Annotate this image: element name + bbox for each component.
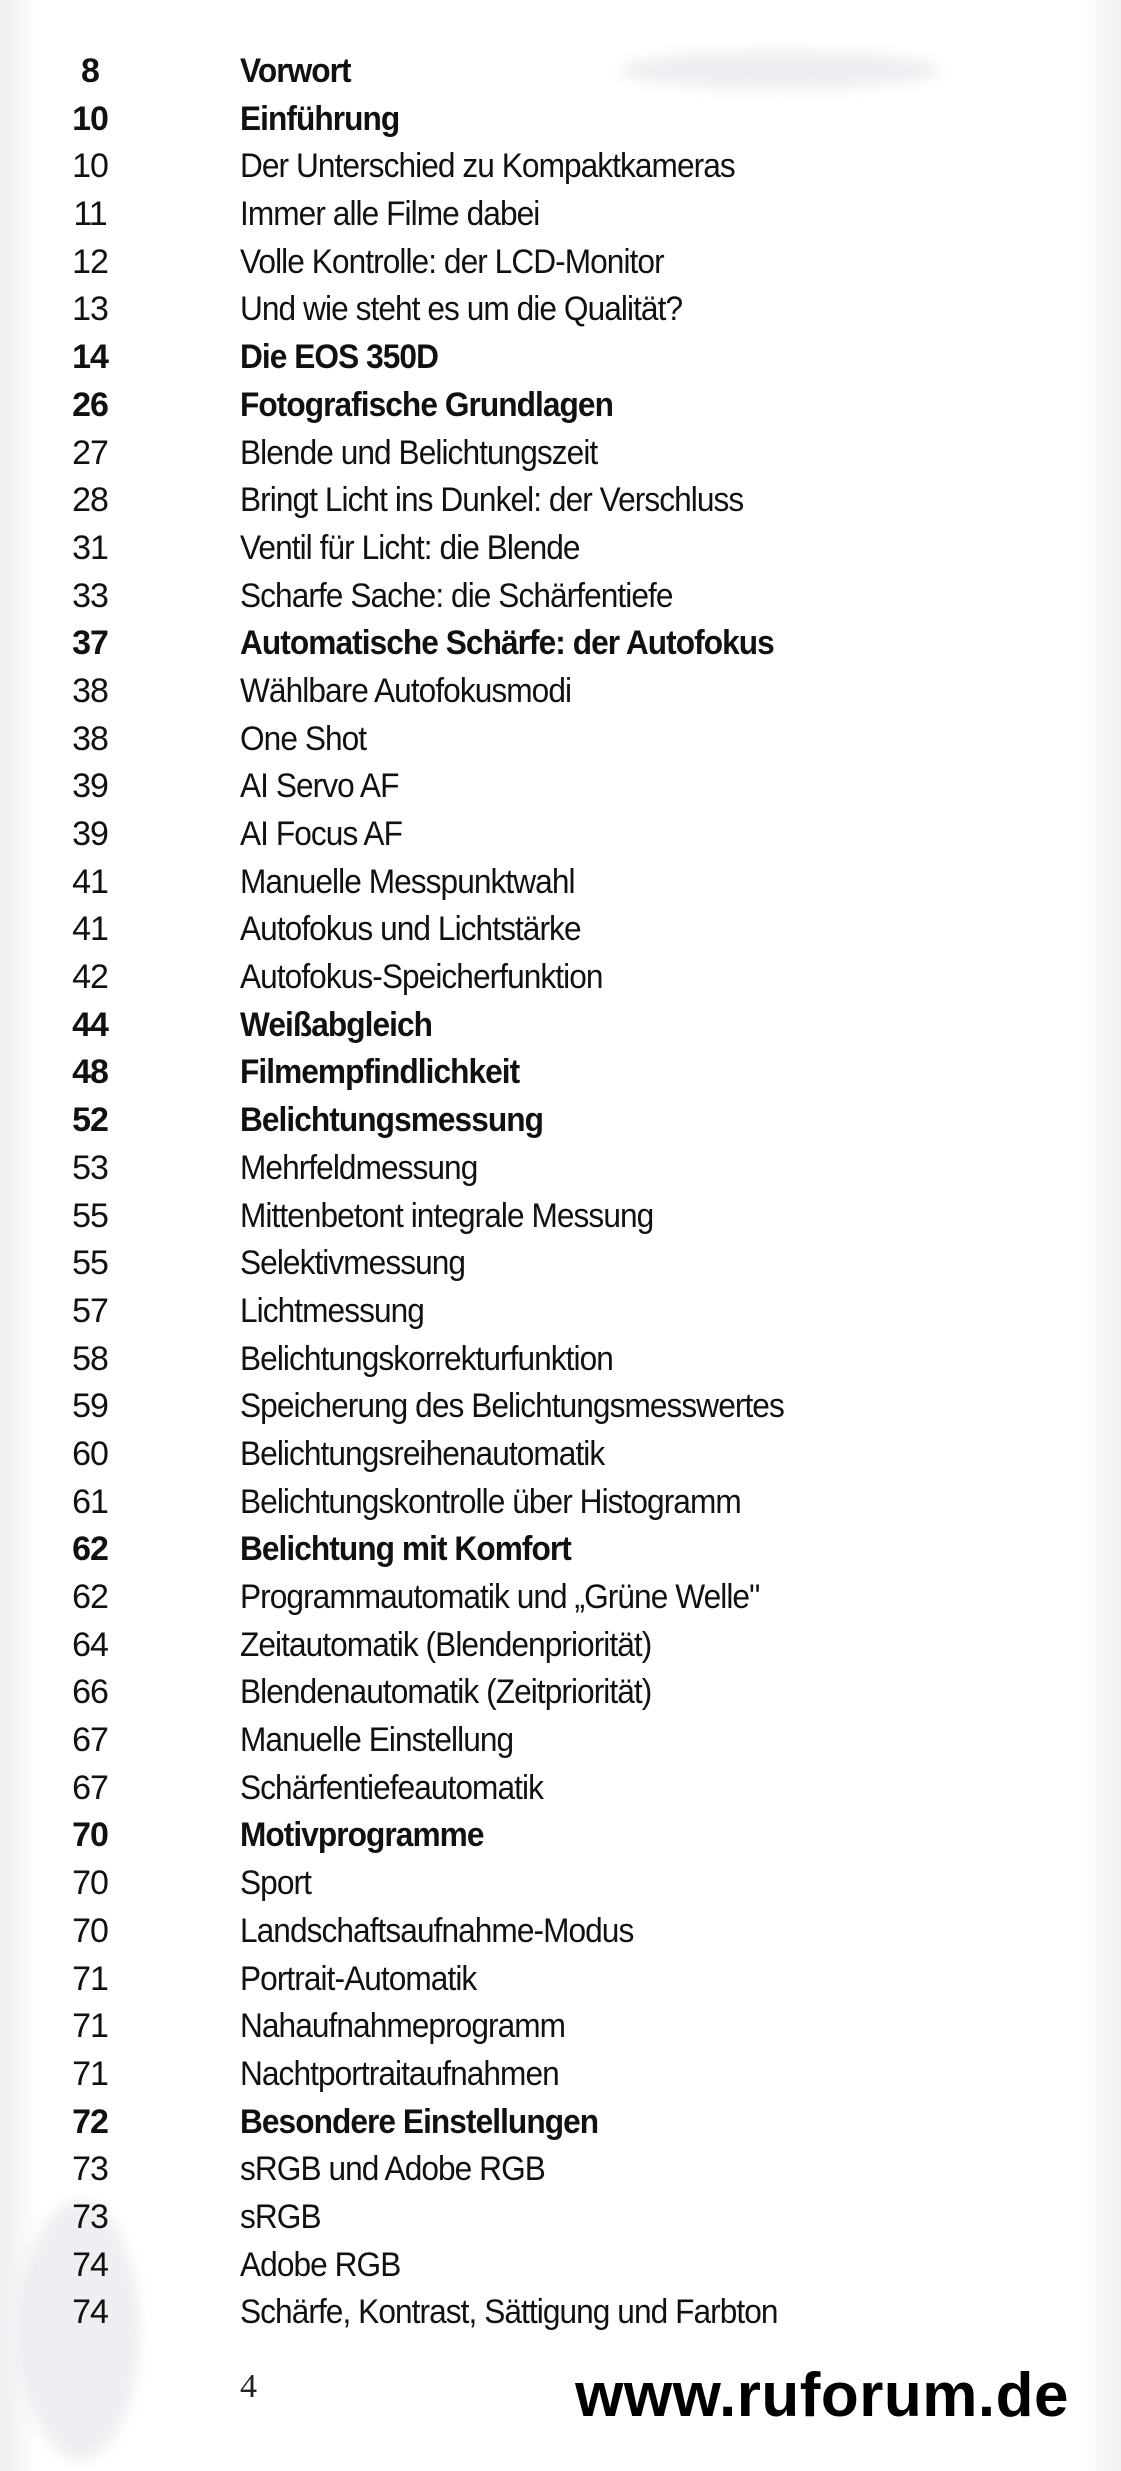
toc-page-number: 44 — [72, 1005, 108, 1044]
toc-section-row — [0, 1145, 1121, 1193]
toc-section-title: AI Servo AF — [240, 767, 399, 806]
toc-page-number: 48 — [72, 1053, 108, 1092]
toc-section-title: Selektivmessung — [240, 1244, 466, 1283]
toc-page-number: 38 — [72, 671, 108, 710]
toc-chapter-title: Die EOS 350D — [240, 338, 438, 377]
toc-page-number: 12 — [72, 242, 108, 281]
toc-section-title: Autofokus und Lichtstärke — [240, 910, 581, 949]
toc-chapter-title: Vorwort — [240, 52, 351, 90]
toc-section-row — [0, 1240, 1121, 1288]
toc-section-title: Belichtungsreihenautomatik — [240, 1434, 605, 1473]
toc-section-row — [0, 525, 1121, 573]
toc-section-row — [0, 1717, 1121, 1765]
toc-page-number: 11 — [73, 195, 107, 234]
toc-chapter-title: Filmempfindlichkeit — [240, 1053, 520, 1092]
toc-section-row — [0, 2242, 1121, 2290]
toc-page-number: 70 — [72, 1911, 108, 1950]
toc-section-title: Der Unterschied zu Kompaktkameras — [240, 147, 735, 186]
toc-chapter-title: Automatische Schärfe: der Autofokus — [240, 624, 774, 663]
toc-chapter-row — [0, 620, 1121, 668]
toc-section-row — [0, 668, 1121, 716]
toc-page-number: 61 — [72, 1482, 108, 1521]
toc-page-number: 62 — [72, 1530, 108, 1569]
toc-section-row — [0, 1765, 1121, 1813]
toc-page-number: 66 — [72, 1673, 108, 1712]
toc-page-number: 39 — [72, 767, 108, 806]
toc-section-title: Belichtungskorrekturfunktion — [240, 1339, 613, 1378]
toc-section-row — [0, 1431, 1121, 1479]
toc-page-number: 8 — [81, 52, 99, 90]
toc-section-title: Scharfe Sache: die Schärfentiefe — [240, 576, 673, 615]
toc-section-title: Mehrfeldmessung — [240, 1148, 478, 1187]
toc-page-number: 26 — [72, 385, 108, 424]
toc-section-title: Programmautomatik und „Grüne Welle" — [240, 1578, 760, 1616]
toc-section-row — [0, 906, 1121, 954]
toc-section-row — [0, 430, 1121, 478]
toc-section-title: Autofokus-Speicherfunktion — [240, 958, 603, 997]
toc-section-title: Mittenbetont integrale Messung — [240, 1196, 654, 1235]
toc-page-number: 14 — [72, 338, 108, 377]
toc-section-row — [0, 716, 1121, 764]
toc-section-title: Adobe RGB — [240, 2245, 401, 2284]
toc-section-title: Manuelle Einstellung — [240, 1721, 514, 1760]
toc-page-number: 33 — [72, 576, 108, 615]
toc-page-number: 71 — [72, 2054, 108, 2093]
toc-section-title: Schärfentiefeautomatik — [240, 1768, 543, 1807]
toc-section-title: sRGB — [240, 2197, 321, 2236]
toc-chapter-row — [0, 1097, 1121, 1145]
toc-page-number: 67 — [72, 1721, 108, 1760]
toc-page-number: 74 — [72, 2293, 108, 2332]
toc-section-title: Ventil für Licht: die Blende — [240, 528, 580, 567]
toc-page-number: 38 — [72, 719, 108, 758]
toc-chapter-title: Weißabgleich — [240, 1005, 433, 1044]
toc-chapter-row — [0, 96, 1121, 144]
toc-section-row — [0, 2194, 1121, 2242]
toc-page-number: 41 — [72, 910, 108, 949]
toc-chapter-row — [0, 48, 1121, 96]
toc-page-number: 74 — [72, 2245, 108, 2284]
toc-section-row — [0, 763, 1121, 811]
toc-section-title: Zeitautomatik (Blendenpriorität) — [240, 1625, 652, 1664]
toc-chapter-row — [0, 1002, 1121, 1050]
toc-chapter-row — [0, 2099, 1121, 2147]
toc-section-title: One Shot — [240, 719, 367, 758]
toc-section-row — [0, 1479, 1121, 1527]
toc-page-number: 13 — [72, 290, 108, 329]
toc-page-number: 67 — [72, 1768, 108, 1807]
toc-section-row — [0, 859, 1121, 907]
toc-section-row — [0, 2289, 1121, 2337]
toc-chapter-title: Fotografische Grundlagen — [240, 385, 613, 424]
toc-page-number: 57 — [72, 1291, 108, 1330]
toc-section-row — [0, 1956, 1121, 2004]
toc-section-title: Lichtmessung — [240, 1291, 424, 1330]
toc-section-row — [0, 1669, 1121, 1717]
toc-chapter-title: Belichtung mit Komfort — [240, 1530, 571, 1569]
toc-section-row — [0, 1288, 1121, 1336]
toc-page-number: 70 — [72, 1864, 108, 1903]
toc-page-number: 73 — [72, 2197, 108, 2236]
toc-section-title: Nachtportraitaufnahmen — [240, 2054, 559, 2093]
toc-section-row — [0, 2146, 1121, 2194]
toc-section-title: Nahaufnahmeprogramm — [240, 2007, 566, 2046]
toc-section-title: Und wie steht es um die Qualität? — [240, 290, 683, 329]
toc-page-number: 58 — [72, 1339, 108, 1378]
toc-page-number: 59 — [72, 1387, 108, 1426]
toc-section-row — [0, 573, 1121, 621]
toc-section-title: Schärfe, Kontrast, Sättigung und Farbton — [240, 2293, 778, 2332]
toc-page-number: 41 — [72, 862, 108, 901]
toc-chapter-row — [0, 1049, 1121, 1097]
toc-chapter-title: Motivprogramme — [240, 1816, 484, 1855]
toc-section-row — [0, 1860, 1121, 1908]
toc-page-number: 37 — [72, 624, 108, 663]
toc-page-number: 39 — [72, 815, 108, 853]
toc-section-title: Bringt Licht ins Dunkel: der Verschluss — [240, 481, 744, 520]
toc-section-row — [0, 1574, 1121, 1622]
toc-chapter-title: Besondere Einstellungen — [240, 2102, 599, 2141]
toc-page-number: 60 — [72, 1434, 108, 1473]
toc-section-title: Manuelle Messpunktwahl — [240, 862, 575, 901]
toc-page-number: 10 — [72, 99, 108, 138]
toc-page-number: 71 — [72, 2007, 108, 2046]
toc-page-number: 10 — [72, 147, 108, 186]
toc-chapter-row — [0, 334, 1121, 382]
toc-page-number: 28 — [72, 481, 108, 520]
toc-section-title: AI Focus AF — [240, 815, 402, 853]
toc-section-title: Blendenautomatik (Zeitpriorität) — [240, 1673, 652, 1712]
toc-page-number: 27 — [72, 433, 108, 472]
toc-section-title: Wählbare Autofokusmodi — [240, 671, 572, 710]
toc-page-number: 55 — [72, 1196, 108, 1235]
toc-section-title: Blende und Belichtungszeit — [240, 433, 598, 472]
toc-page-number: 70 — [72, 1816, 108, 1855]
toc-page-number: 31 — [72, 528, 108, 567]
toc-page-number: 73 — [72, 2150, 108, 2189]
toc-page-number: 72 — [72, 2102, 108, 2141]
toc-section-row — [0, 477, 1121, 525]
toc-section-row — [0, 2051, 1121, 2099]
toc-section-title: Speicherung des Belichtungsmesswertes — [240, 1387, 784, 1426]
toc-section-row — [0, 143, 1121, 191]
toc-section-row — [0, 1193, 1121, 1241]
toc-section-title: Belichtungskontrolle über Histogramm — [240, 1482, 741, 1521]
toc-section-row — [0, 1908, 1121, 1956]
toc-page-number: 71 — [72, 1959, 108, 1998]
toc-section-title: sRGB und Adobe RGB — [240, 2150, 545, 2189]
toc-page-number: 62 — [72, 1578, 108, 1616]
toc-section-row — [0, 811, 1121, 859]
toc-section-title: Landschaftsaufnahme-Modus — [240, 1911, 634, 1950]
toc-section-row — [0, 191, 1121, 239]
toc-section-row — [0, 1383, 1121, 1431]
toc-section-title: Sport — [240, 1864, 311, 1903]
toc-page-number: 55 — [72, 1244, 108, 1283]
toc-section-title: Volle Kontrolle: der LCD-Monitor — [240, 242, 664, 281]
toc-section-row — [0, 1622, 1121, 1670]
toc-section-row — [0, 2003, 1121, 2051]
toc-chapter-row — [0, 382, 1121, 430]
toc-chapter-row — [0, 1812, 1121, 1860]
toc-page-number: 52 — [72, 1101, 108, 1140]
toc-page-number: 42 — [72, 958, 108, 997]
toc-chapter-title: Einführung — [240, 99, 400, 138]
toc-section-row — [0, 239, 1121, 287]
toc-section-row — [0, 286, 1121, 334]
page-number: 4 — [240, 2368, 257, 2405]
toc-section-title: Immer alle Filme dabei — [240, 195, 540, 234]
toc-section-row — [0, 954, 1121, 1002]
table-of-contents — [0, 48, 1121, 2337]
toc-page-number: 53 — [72, 1148, 108, 1187]
toc-section-title: Portrait-Automatik — [240, 1959, 477, 1998]
toc-chapter-title: Belichtungsmessung — [240, 1101, 544, 1140]
toc-section-row — [0, 1336, 1121, 1384]
website-url: www.ruforum.de — [575, 2361, 1069, 2430]
toc-chapter-row — [0, 1526, 1121, 1574]
toc-page-number: 64 — [72, 1625, 108, 1664]
